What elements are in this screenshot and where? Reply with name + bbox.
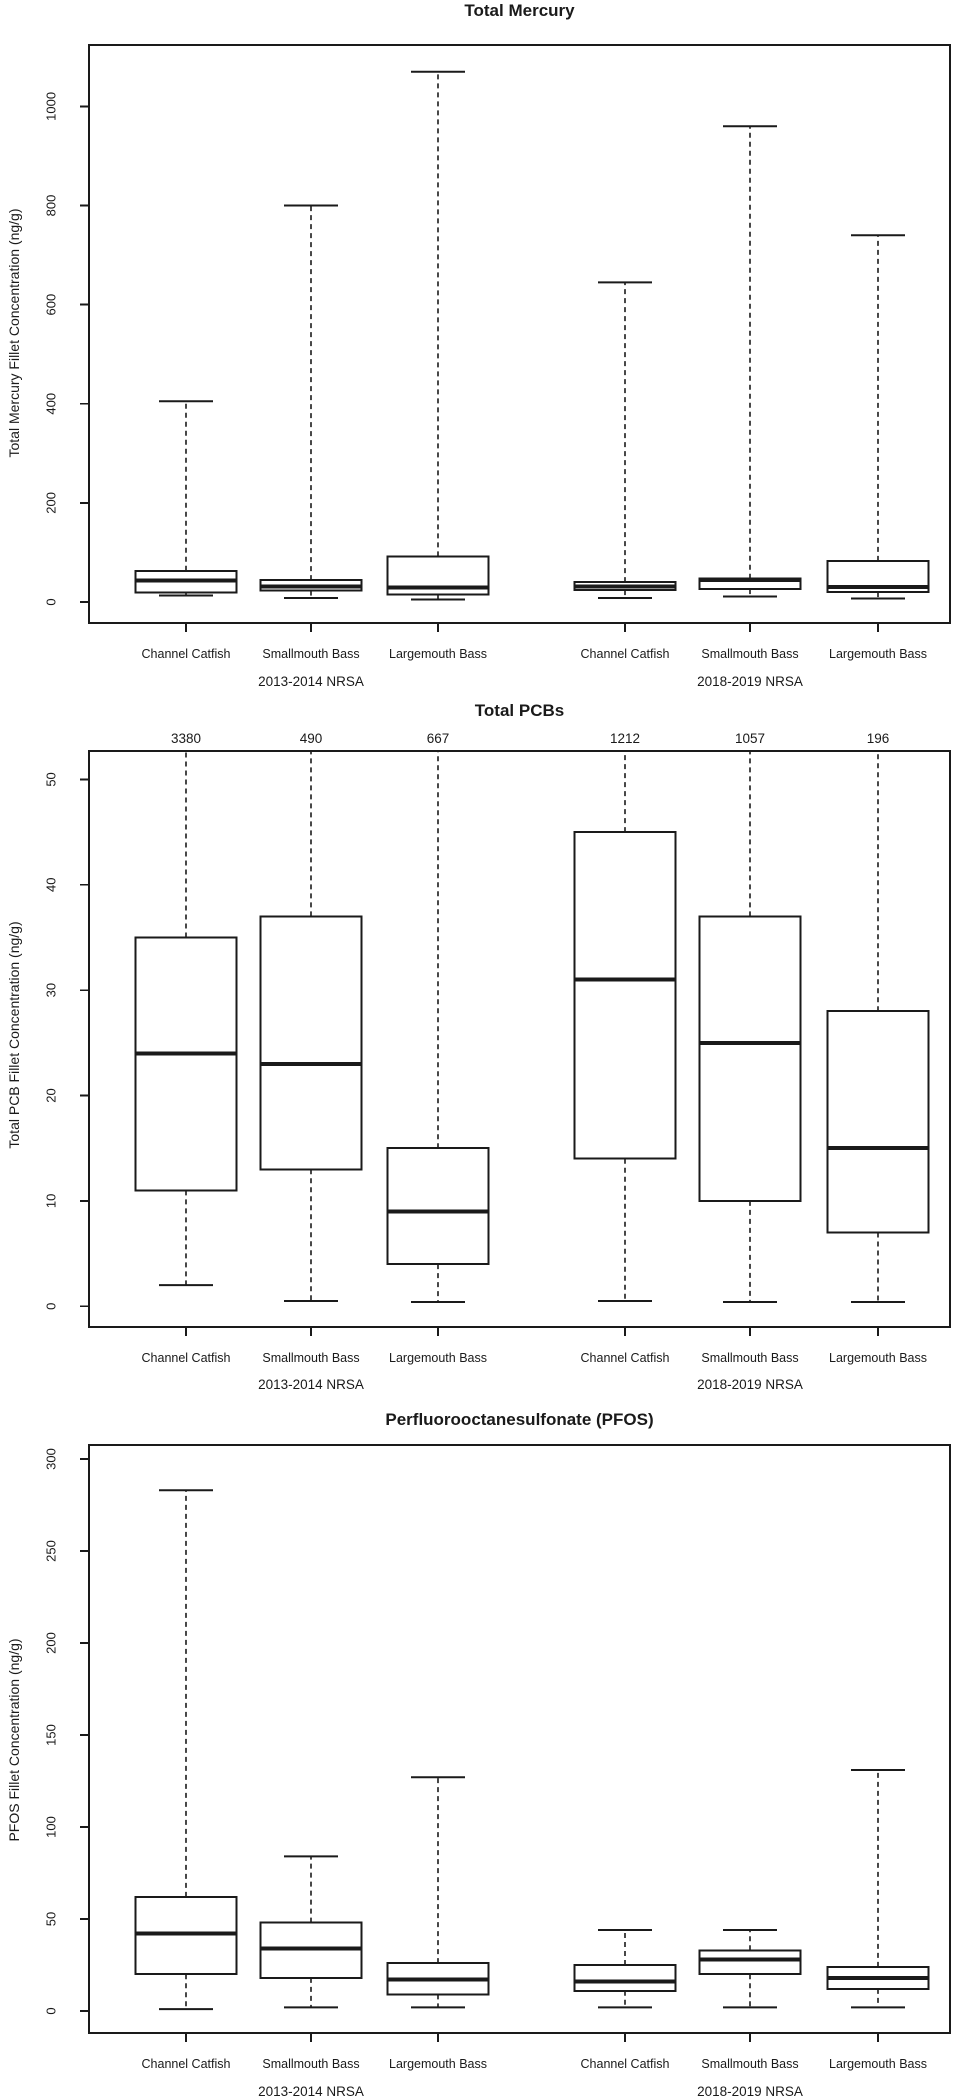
x-category-label: Channel Catfish — [580, 647, 670, 661]
svg-text:20: 20 — [43, 1088, 59, 1103]
x-category-label: Largemouth Bass — [829, 1351, 927, 1365]
svg-text:30: 30 — [43, 982, 59, 998]
x-category-label: Smallmouth Bass — [262, 647, 360, 661]
svg-text:40: 40 — [43, 877, 59, 893]
svg-text:100: 100 — [43, 1816, 59, 1838]
svg-text:250: 250 — [43, 1540, 59, 1562]
x-category-label: Smallmouth Bass — [701, 1351, 799, 1365]
x-category-label: Largemouth Bass — [389, 1351, 487, 1365]
x-category-label: Channel Catfish — [141, 647, 231, 661]
x-category-label: Smallmouth Bass — [701, 2057, 799, 2071]
survey-group-label: 2018-2019 NRSA — [697, 674, 803, 689]
survey-group-label: 2013-2014 NRSA — [258, 2084, 364, 2099]
svg-text:10: 10 — [43, 1193, 59, 1209]
svg-text:1000: 1000 — [43, 91, 59, 121]
svg-text:0: 0 — [43, 2007, 59, 2015]
x-category-label: Channel Catfish — [141, 1351, 231, 1365]
panel1-title: Total Mercury — [464, 1, 575, 20]
svg-text:150: 150 — [43, 1724, 59, 1746]
panel1-y-axis-label: Total Mercury Fillet Concentration (ng/g) — [6, 208, 22, 458]
survey-group-label: 2013-2014 NRSA — [258, 674, 364, 689]
survey-group-label: 2013-2014 NRSA — [258, 1377, 364, 1392]
svg-text:600: 600 — [43, 293, 59, 316]
x-category-label: Channel Catfish — [141, 2057, 231, 2071]
svg-text:0: 0 — [43, 1302, 59, 1310]
panel2-title: Total PCBs — [474, 701, 565, 720]
x-category-label: Largemouth Bass — [389, 2057, 487, 2071]
sample-count-label: 490 — [299, 731, 323, 746]
svg-text:200: 200 — [43, 1632, 59, 1654]
mercury-boxplot-svg — [0, 0, 977, 700]
x-category-label: Smallmouth Bass — [701, 647, 799, 661]
x-category-label: Smallmouth Bass — [262, 1351, 360, 1365]
svg-text:50: 50 — [43, 772, 59, 787]
svg-text:400: 400 — [43, 392, 59, 415]
svg-text:200: 200 — [43, 492, 59, 514]
sample-count-label: 1212 — [609, 731, 641, 746]
sample-count-label: 667 — [426, 731, 450, 746]
x-category-label: Largemouth Bass — [389, 647, 487, 661]
sample-count-label: 1057 — [734, 731, 766, 746]
svg-text:800: 800 — [43, 194, 59, 217]
survey-group-label: 2018-2019 NRSA — [697, 2084, 803, 2099]
svg-text:300: 300 — [43, 1448, 59, 1470]
x-category-label: Largemouth Bass — [829, 2057, 927, 2071]
pfos-boxplot-svg — [0, 1400, 977, 2100]
panel3-title: Perfluorooctanesulfonate (PFOS) — [385, 1410, 654, 1429]
x-category-label: Channel Catfish — [580, 2057, 670, 2071]
svg-text:50: 50 — [43, 1911, 59, 1927]
panel2-y-axis-label: Total PCB Fillet Concentration (ng/g) — [6, 921, 22, 1149]
x-category-label: Largemouth Bass — [829, 647, 927, 661]
x-category-label: Channel Catfish — [580, 1351, 670, 1365]
sample-count-label: 3380 — [170, 731, 202, 746]
sample-count-label: 196 — [866, 731, 890, 746]
panel3-y-axis-label: PFOS Fillet Concentration (ng/g) — [6, 1638, 22, 1842]
pcb-boxplot-svg — [0, 700, 977, 1400]
svg-text:0: 0 — [43, 598, 59, 606]
survey-group-label: 2018-2019 NRSA — [697, 1377, 803, 1392]
x-category-label: Smallmouth Bass — [262, 2057, 360, 2071]
